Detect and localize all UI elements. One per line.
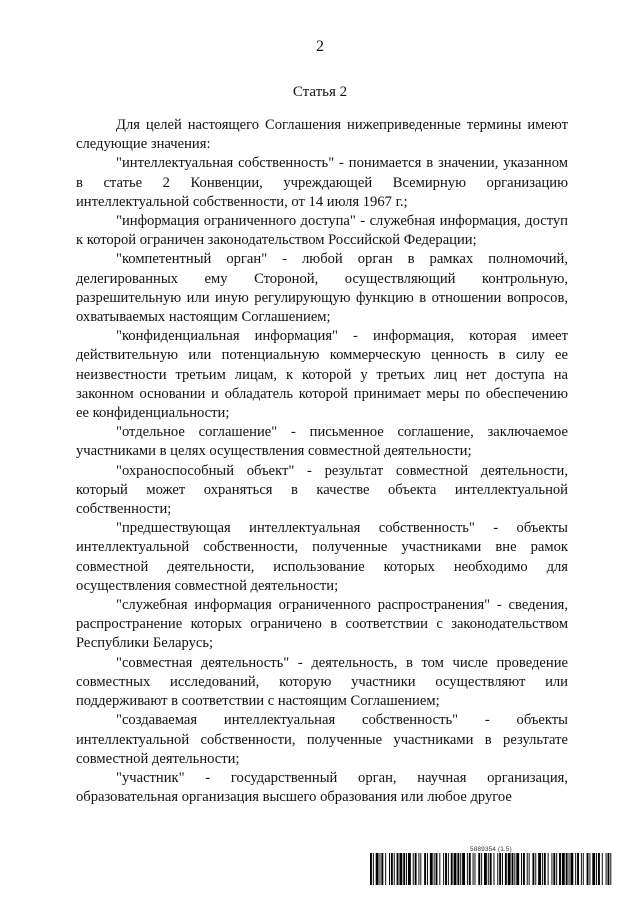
barcode-bar xyxy=(443,853,444,885)
barcode-bar xyxy=(430,853,433,885)
barcode-bar xyxy=(551,853,552,885)
barcode-bar xyxy=(370,853,372,885)
barcode-bar xyxy=(589,853,590,885)
barcode-bar xyxy=(394,853,395,885)
barcode-bar xyxy=(523,853,525,885)
barcode-bar xyxy=(381,853,383,885)
barcode-bar xyxy=(542,853,543,885)
barcode-bar xyxy=(499,853,501,885)
barcode-bar xyxy=(424,853,426,885)
barcode-bar xyxy=(497,853,498,885)
barcode-bar xyxy=(448,853,449,885)
barcode-bar xyxy=(445,853,447,885)
barcode-bar xyxy=(606,853,607,885)
barcode-bar xyxy=(535,853,536,885)
barcode-bar xyxy=(548,853,549,885)
barcode-bar xyxy=(494,853,495,885)
barcode-bar xyxy=(469,853,471,885)
barcode-bar xyxy=(467,853,468,885)
barcode xyxy=(370,853,613,885)
barcode-bar xyxy=(508,853,511,885)
barcode-bar xyxy=(415,853,417,885)
barcode-bar xyxy=(436,853,438,885)
barcode-bar xyxy=(502,853,503,885)
definition-paragraph: "отдельное соглашение" - письменное соглашение, заключаемое участниками в целях осуществления совместной деятельности; xyxy=(76,424,568,460)
barcode-bar xyxy=(514,853,515,885)
barcode-bar xyxy=(596,853,597,885)
barcode-bar xyxy=(602,853,603,885)
barcode-bar xyxy=(391,853,393,885)
barcode-bar xyxy=(527,853,528,885)
barcode-bar xyxy=(397,853,399,885)
barcode-bar xyxy=(553,853,555,885)
definition-paragraph: "охраноспособный объект" - результат совместной деятельности, который может охраняться в качестве объекта интеллектуальной собственности; xyxy=(76,462,568,518)
definition-paragraph: "создаваемая интеллектуальная собственность" - объекты интеллектуальной собственности, полученные участниками в результате совместной деятельности; xyxy=(76,712,568,767)
barcode-bar xyxy=(481,853,482,885)
barcode-bar xyxy=(559,853,561,885)
barcode-bar xyxy=(457,853,459,885)
barcode-bar xyxy=(562,853,565,885)
barcode-bar xyxy=(399,853,402,885)
barcode-bar xyxy=(532,853,534,885)
definition-paragraph: "служебная информация ограниченного распространения" - сведения, распространение которых ограничено в соответствии с законодательством Республики Беларусь; xyxy=(76,597,568,652)
definition-paragraph: "интеллектуальная собственность" - понимается в значении, указанном в статье 2 Конвенции, учреждающей Всемирную организацию интеллектуальной собственности, от 14 июля 1967 г.; xyxy=(76,155,568,210)
barcode-bar xyxy=(566,853,568,885)
barcode-bar xyxy=(389,853,390,885)
barcode-bar xyxy=(376,853,379,885)
barcode-bar xyxy=(373,853,374,885)
barcode-bar xyxy=(420,853,421,885)
barcode-bar xyxy=(408,853,411,885)
barcode-bar xyxy=(380,853,381,885)
barcode-bar xyxy=(556,853,557,885)
barcode-bar xyxy=(418,853,419,885)
definition-paragraph: "конфиденциальная информация" - информация, которая имеет действительную или потенциальную коммерческую ценность в силу ее неизвестности третьим лицам, к которой у третьих лиц нет доступа на законном основании и обладатель которой принимает меры по обеспечению ее конфиденциальности; xyxy=(76,328,568,422)
barcode-bar xyxy=(570,853,573,885)
article-body xyxy=(76,116,568,807)
barcode-bar xyxy=(460,853,461,885)
barcode-bar xyxy=(473,853,474,885)
barcode-bar xyxy=(478,853,480,885)
definition-paragraph: "предшествующая интеллектуальная собственность" - объекты интеллектуальной собственности, полученные участниками вне рамок совместной деятельности, использование которых необходимо для осуществления совместной деятельности; xyxy=(76,520,568,594)
document-code: 5889354 (1.5) xyxy=(470,846,512,853)
barcode-bar xyxy=(434,853,435,885)
barcode-bar xyxy=(577,853,579,885)
barcode-bar xyxy=(505,853,507,885)
definition-paragraph: "компетентный орган" - любой орган в рамках полномочий, делегированных ему Стороной, осуществляющий контрольную, разрешительную или иную регулирующую функцию в отношении вопросов, охватываемых настоящим Соглашением; xyxy=(76,251,568,326)
barcode-bar xyxy=(583,853,584,885)
barcode-bar xyxy=(598,853,600,885)
barcode-bar xyxy=(575,853,576,885)
definition-paragraph: "участник" - государственный орган, научная организация, образовательная организация высшего образования или любое другое xyxy=(76,769,568,806)
barcode-bar xyxy=(406,853,407,885)
page-number: 2 xyxy=(316,38,324,55)
intro-paragraph: Для целей настоящего Соглашения нижеприведенные термины имеют следующие значения: xyxy=(76,117,568,153)
barcode-bar xyxy=(484,853,487,885)
barcode-bar xyxy=(516,853,519,885)
barcode-bar xyxy=(488,853,489,885)
barcode-bar xyxy=(608,853,610,885)
barcode-bar xyxy=(475,853,476,885)
barcode-bar xyxy=(538,853,541,885)
definition-paragraph: "совместная деятельность" - деятельность, в том числе проведение совместных исследований, которую участники осуществляют или поддерживают в соответствии с настоящим Соглашением; xyxy=(76,654,568,710)
barcode-bar xyxy=(610,853,611,885)
barcode-bar xyxy=(544,853,546,885)
barcode-bar xyxy=(592,853,595,885)
barcode-bar xyxy=(427,853,428,885)
barcode-bar xyxy=(439,853,440,885)
barcode-bar xyxy=(403,853,405,885)
barcode-bar xyxy=(490,853,492,885)
article-title: Статья 2 xyxy=(292,84,348,100)
barcode-bar xyxy=(413,853,414,885)
barcode-bar xyxy=(512,853,514,885)
definition-paragraph: "информация ограниченного доступа" - служебная информация, доступ к которой ограничен законодательством Российской Федерации; xyxy=(76,213,568,249)
barcode-bar xyxy=(521,853,522,885)
barcode-bar xyxy=(451,853,453,885)
barcode-bar xyxy=(569,853,570,885)
barcode-bar xyxy=(454,853,457,885)
barcode-bar xyxy=(462,853,465,885)
barcode-bar xyxy=(529,853,530,885)
barcode-bar xyxy=(581,853,582,885)
barcode-bar xyxy=(587,853,589,885)
barcode-bar xyxy=(385,853,386,885)
